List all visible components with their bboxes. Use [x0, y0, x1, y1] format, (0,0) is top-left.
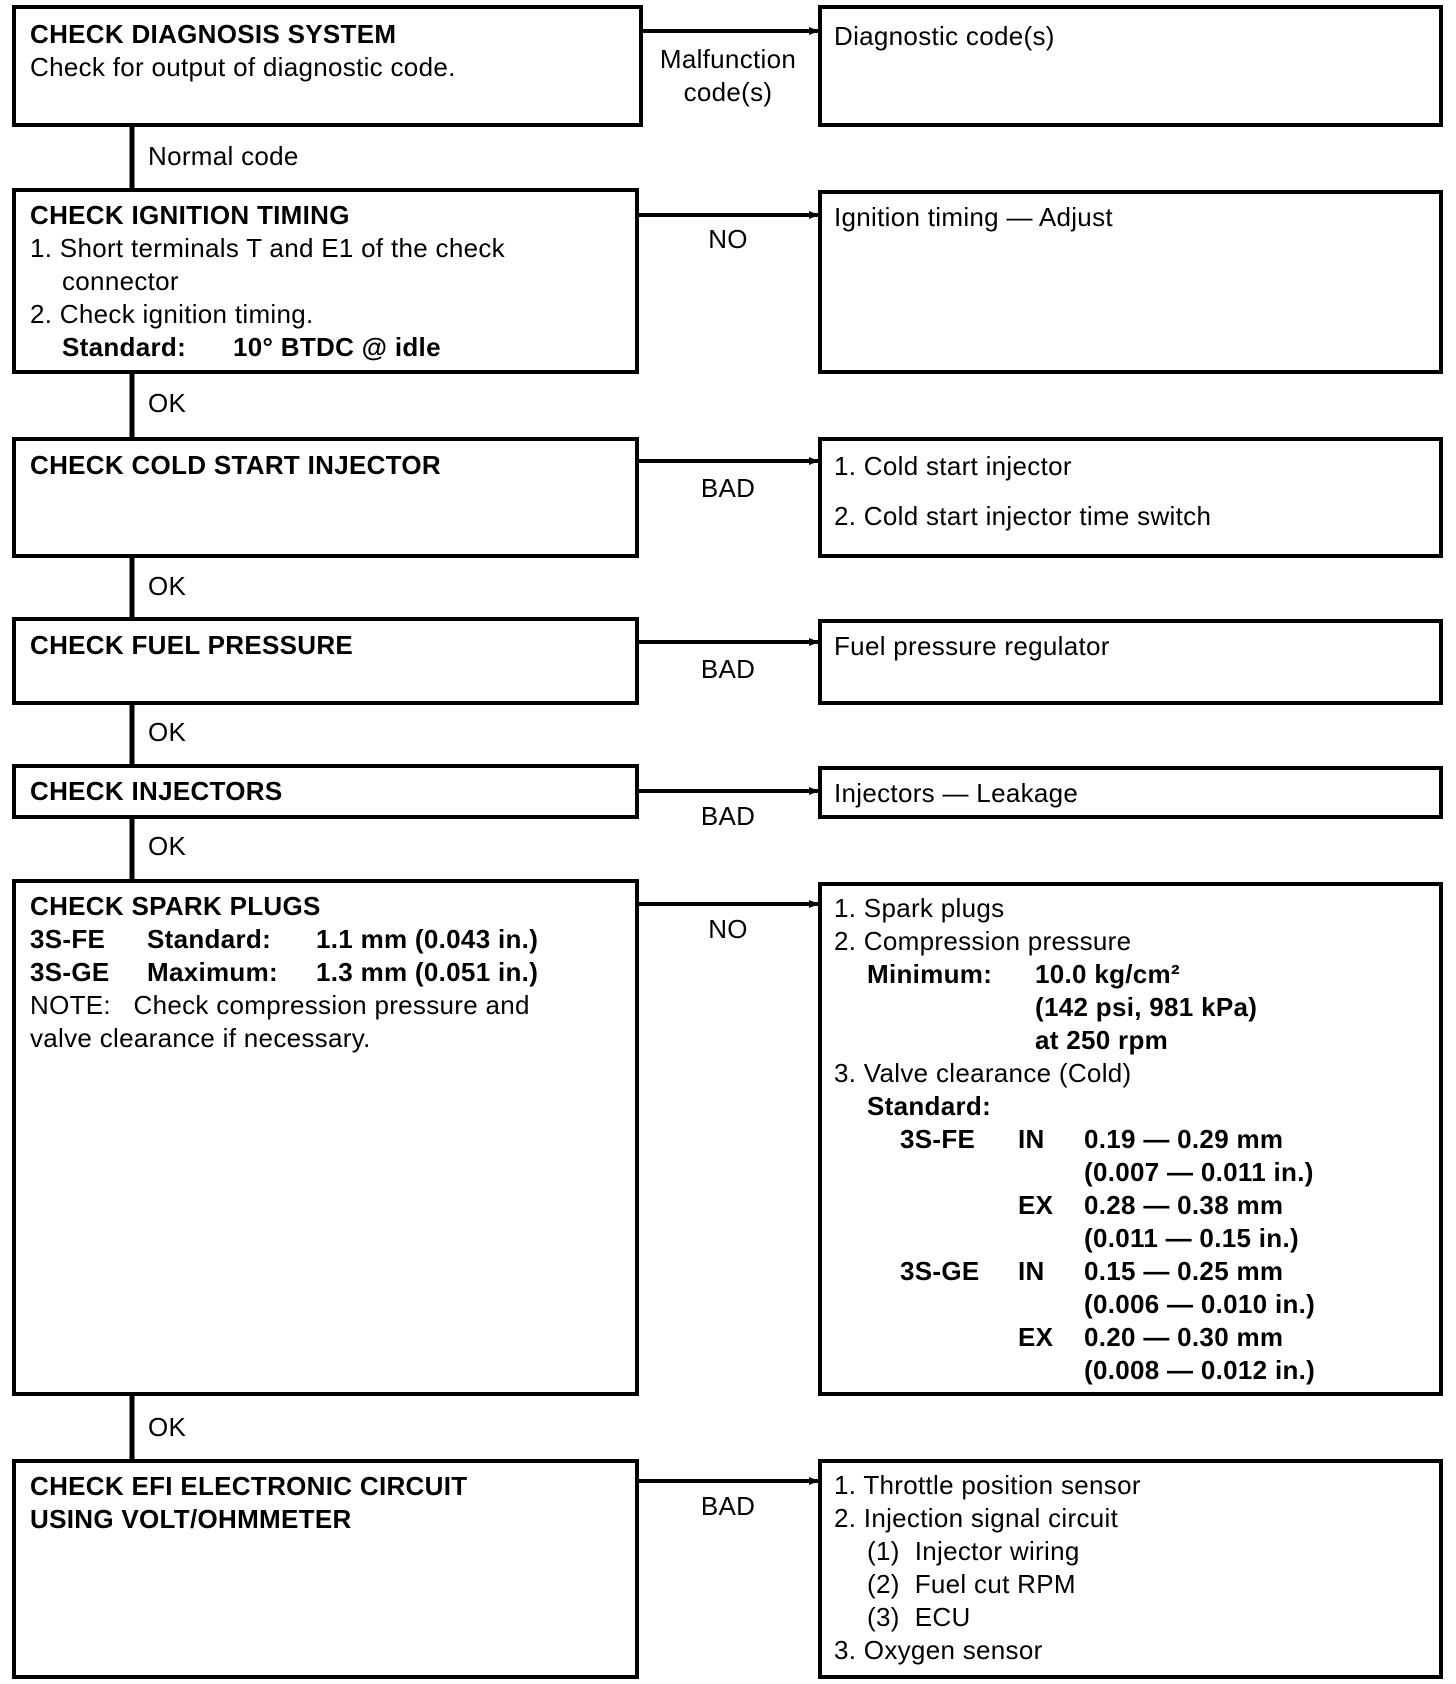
valve-3sfe-in-label: IN — [1018, 1124, 1045, 1154]
branch-label-spark-plugs: NO — [708, 914, 748, 944]
efi-result-1: 1. Throttle position sensor — [834, 1470, 1141, 1500]
step-title-efi-2: USING VOLT/OHMMETER — [30, 1504, 352, 1534]
step-title-injectors: CHECK INJECTORS — [30, 776, 283, 806]
valve-3sfe-in-mm: 0.19 — 0.29 mm — [1084, 1124, 1284, 1154]
spark-row2-model: 3S-GE — [30, 957, 110, 987]
result-text-ignition: Ignition timing — Adjust — [834, 202, 1113, 232]
result-text-cold-start-2: 2. Cold start injector time switch — [834, 501, 1212, 531]
efi-result-2c: (3) ECU — [867, 1602, 971, 1632]
spark-row1-label: Standard: — [147, 924, 272, 954]
down-label-injectors: OK — [148, 831, 187, 861]
step-title-spark-plugs: CHECK SPARK PLUGS — [30, 891, 321, 921]
valve-standard-label: Standard: — [867, 1091, 992, 1121]
down-label-fuel-pressure: OK — [148, 717, 187, 747]
spark-row2-label: Maximum: — [147, 957, 278, 987]
valve-3sge-ex-label: EX — [1018, 1322, 1054, 1352]
valve-3sge-in-label: IN — [1018, 1256, 1045, 1286]
branch-label-injectors: BAD — [700, 801, 756, 831]
step-text-ignition-1: 1. Short terminals T and E1 of the check — [30, 233, 505, 263]
result-text-diagnosis: Diagnostic code(s) — [834, 21, 1055, 51]
efi-result-2b: (2) Fuel cut RPM — [867, 1569, 1076, 1599]
valve-3sge-ex-mm: 0.20 — 0.30 mm — [1084, 1322, 1284, 1352]
compression-min-value-3: at 250 rpm — [1035, 1025, 1169, 1055]
efi-result-2a: (1) Injector wiring — [867, 1536, 1080, 1566]
down-label-spark-plugs: OK — [148, 1412, 187, 1442]
valve-3sge-in-in: (0.006 — 0.010 in.) — [1084, 1289, 1316, 1319]
spark-result-2: 2. Compression pressure — [834, 926, 1132, 956]
valve-3sfe-ex-label: EX — [1018, 1190, 1054, 1220]
branch-label-efi: BAD — [700, 1491, 756, 1521]
step-title-diagnosis: CHECK DIAGNOSIS SYSTEM — [30, 19, 397, 49]
result-text-fuel-pressure: Fuel pressure regulator — [834, 631, 1110, 661]
spark-row1-model: 3S-FE — [30, 924, 106, 954]
branch-label-fuel-pressure: BAD — [700, 654, 756, 684]
down-label-cold-start: OK — [148, 571, 187, 601]
valve-3sge-label: 3S-GE — [900, 1256, 980, 1286]
step-title-cold-start: CHECK COLD START INJECTOR — [30, 450, 441, 480]
valve-3sfe-label: 3S-FE — [900, 1124, 976, 1154]
branch-label-ignition: NO — [708, 224, 748, 254]
step-text-ignition-2: connector — [62, 266, 179, 296]
result-text-cold-start-1: 1. Cold start injector — [834, 451, 1072, 481]
valve-3sfe-in-in: (0.007 — 0.011 in.) — [1084, 1157, 1314, 1187]
compression-min-value-1: 10.0 kg/cm² — [1035, 959, 1180, 989]
valve-3sfe-ex-in: (0.011 — 0.15 in.) — [1084, 1223, 1299, 1253]
branch-label-cold-start: BAD — [700, 473, 756, 503]
spark-note-2: valve clearance if necessary. — [30, 1023, 371, 1053]
ignition-standard-value: 10° BTDC @ idle — [233, 332, 441, 362]
down-label-ignition: OK — [148, 388, 187, 418]
down-label-diagnosis: Normal code — [148, 141, 299, 171]
step-title-efi-1: CHECK EFI ELECTRONIC CIRCUIT — [30, 1471, 468, 1501]
step-title-ignition: CHECK IGNITION TIMING — [30, 200, 350, 230]
efi-result-3: 3. Oxygen sensor — [834, 1635, 1043, 1665]
spark-row2-value: 1.3 mm (0.051 in.) — [316, 957, 539, 987]
ignition-standard-label: Standard: — [62, 332, 187, 362]
valve-3sfe-ex-mm: 0.28 — 0.38 mm — [1084, 1190, 1284, 1220]
spark-result-1: 1. Spark plugs — [834, 893, 1005, 923]
step-title-fuel-pressure: CHECK FUEL PRESSURE — [30, 630, 354, 660]
efi-result-2: 2. Injection signal circuit — [834, 1503, 1119, 1533]
step-text-ignition-3: 2. Check ignition timing. — [30, 299, 314, 329]
valve-3sge-ex-in: (0.008 — 0.012 in.) — [1084, 1355, 1316, 1385]
compression-min-label: Minimum: — [867, 959, 993, 989]
step-text-diagnosis: Check for output of diagnostic code. — [30, 52, 456, 82]
compression-min-value-2: (142 psi, 981 kPa) — [1035, 992, 1258, 1022]
spark-row1-value: 1.1 mm (0.043 in.) — [316, 924, 539, 954]
branch-label-diagnosis: Malfunction code(s) — [659, 44, 797, 107]
spark-result-3: 3. Valve clearance (Cold) — [834, 1058, 1132, 1088]
result-text-injectors: Injectors — Leakage — [834, 778, 1079, 808]
valve-3sge-in-mm: 0.15 — 0.25 mm — [1084, 1256, 1284, 1286]
spark-note-1: NOTE: Check compression pressure and — [30, 990, 530, 1020]
